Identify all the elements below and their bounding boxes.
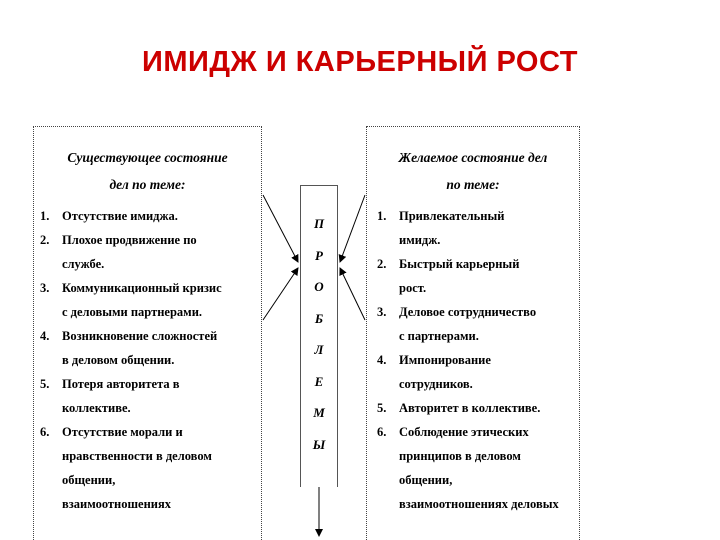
- arrow-right-upper: [340, 195, 365, 262]
- current-state-item-text: Потеря авторитета в коллективе.: [62, 377, 180, 415]
- desired-state-item-text: Деловое сотрудничество с партнерами.: [399, 305, 537, 343]
- desired-state-item-number: 4.: [377, 353, 387, 367]
- desired-state-title-line1: Желаемое состояние дел: [398, 150, 548, 165]
- desired-state-item-text: Авторитет в коллективе.: [399, 401, 541, 415]
- arrow-left-upper: [263, 195, 298, 262]
- current-state-item-number: 5.: [40, 377, 50, 391]
- problems-letter: Е: [314, 373, 324, 389]
- current-state-item: [34, 324, 261, 372]
- current-state-item-number: 3.: [40, 281, 50, 295]
- problems-letter: О: [314, 279, 324, 294]
- problems-letter: Ы: [312, 436, 326, 452]
- problems-letter: П: [313, 216, 325, 231]
- desired-state-item-text: Быстрый карьерный рост.: [399, 257, 520, 295]
- current-state-item: [34, 372, 261, 420]
- problems-letter: М: [313, 405, 325, 420]
- current-state-item-text: Отсутствие имиджа.: [62, 209, 178, 223]
- desired-state-item-number: 5.: [377, 401, 387, 415]
- desired-state-list: [367, 204, 579, 516]
- current-state-title: [34, 144, 261, 198]
- desired-state-item: [367, 252, 579, 300]
- desired-state-item-text: Импонирование сотрудников.: [399, 353, 491, 391]
- desired-state-title: [367, 144, 579, 198]
- desired-state-item-number: 6.: [377, 425, 387, 439]
- desired-state-item: [367, 396, 579, 420]
- current-state-item-number: 1.: [40, 209, 50, 223]
- current-state-item-text: Коммуникационный кризис с деловыми партнерами.: [62, 281, 222, 319]
- slide-title: ИМИДЖ И КАРЬЕРНЫЙ РОСТ: [142, 46, 578, 78]
- current-state-item: [34, 420, 261, 516]
- current-state-item-number: 2.: [40, 233, 50, 247]
- desired-state-item: [367, 300, 579, 348]
- problems-letter: Л: [314, 342, 324, 357]
- problems-column: [300, 185, 338, 487]
- desired-state-title-line2: по теме:: [446, 177, 500, 192]
- current-state-title-line2: дел по теме:: [109, 177, 186, 192]
- current-state-item-number: 6.: [40, 425, 50, 439]
- current-state-item-text: Возникновение сложностей в деловом общении.: [62, 329, 218, 367]
- current-state-item: [34, 276, 261, 324]
- desired-state-item-number: 1.: [377, 209, 387, 223]
- problems-word: [301, 208, 337, 460]
- arrow-left-lower: [263, 268, 298, 320]
- current-state-list: [34, 204, 261, 516]
- desired-state-item: [367, 204, 579, 252]
- current-state-item-number: 4.: [40, 329, 50, 343]
- current-state-title-line1: Существующее состояние: [67, 150, 228, 165]
- problems-letter: Р: [315, 247, 323, 263]
- desired-state-panel: [366, 126, 580, 540]
- desired-state-item-text: Соблюдение этических принципов в деловом общении, взаимоотношениях деловых: [399, 425, 559, 511]
- desired-state-item-text: Привлекательный имидж.: [399, 209, 505, 247]
- current-state-item: [34, 228, 261, 276]
- current-state-item: [34, 204, 261, 228]
- problems-letter: Б: [314, 310, 324, 326]
- current-state-item-text: Плохое продвижение по службе.: [62, 233, 197, 271]
- current-state-panel: [33, 126, 262, 540]
- current-state-item-text: Отсутствие морали и нравственности в деловом общении, взаимоотношениях: [62, 425, 212, 511]
- arrow-right-lower: [340, 268, 365, 320]
- desired-state-item: [367, 348, 579, 396]
- desired-state-item-number: 2.: [377, 257, 387, 271]
- desired-state-item-number: 3.: [377, 305, 387, 319]
- desired-state-item: [367, 420, 579, 516]
